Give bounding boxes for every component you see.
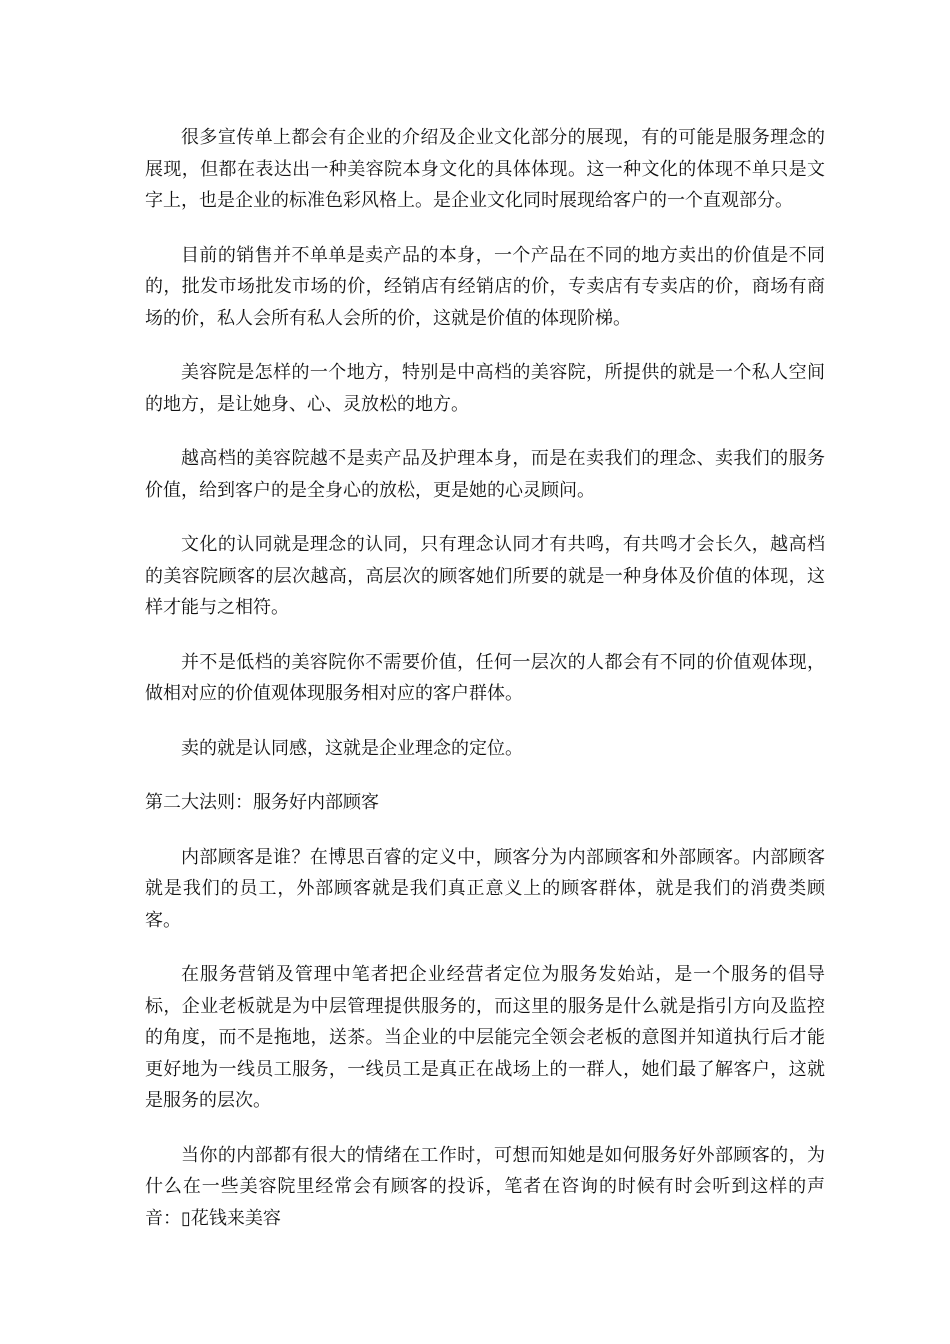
paragraph: 美容院是怎样的一个地方，特别是中高档的美容院，所提供的就是一个私人空间的地方，是让她身、心、灵放松的地方。	[145, 362, 825, 415]
section-heading: 第二大法则：服务好内部顾客	[145, 792, 379, 813]
paragraph: 并不是低档的美容院你不需要价值，任何一层次的人都会有不同的价值观体现，做相对应的价值观体现服务相对应的客户群体。	[145, 651, 825, 704]
document-body	[145, 122, 825, 1257]
paragraph: 内部顾客是谁？在博思百睿的定义中，顾客分为内部顾客和外部顾客。内部顾客就是我们的员工，外部顾客就是我们真正意义上的顾客群体，就是我们的消费类顾客。	[145, 846, 825, 931]
paragraph: 很多宣传单上都会有企业的介绍及企业文化部分的展现，有的可能是服务理念的展现，但都在表达出一种美容院本身文化的具体体现。这一种文化的体现不单只是文字上，也是企业的标准色彩风格上。是企业文化同时展现给客户的一个直观部分。	[145, 127, 825, 211]
paragraph: 越高档的美容院越不是卖产品及护理本身，而是在卖我们的理念、卖我们的服务价值，给到客户的是全身心的放松，更是她的心灵顾问。	[145, 448, 825, 501]
paragraph: 文化的认同就是理念的认同，只有理念认同才有共鸣，有共鸣才会长久，越高档的美容院顾客的层次越高，高层次的顾客她们所要的就是一种身体及价值的体现，这样才能与之相符。	[145, 534, 825, 618]
paragraph: 在服务营销及管理中笔者把企业经营者定位为服务发始站，是一个服务的倡导标，企业老板就是为中层管理提供服务的，而这里的服务是什么就是指引方向及监控的角度，而不是拖地，送茶。当企业的中层能完全领会老板的意图并知道执行后才能更好地为一线员工服务，一线员工是真正在战场上的一群人，她们最了解客户，这就是服务的层次。	[145, 964, 825, 1111]
paragraph: 目前的销售并不单单是卖产品的本身，一个产品在不同的地方卖出的价值是不同的，批发市场批发市场的价，经销店有经销店的价，专卖店有专卖店的价，商场有商场的价，私人会所有私人会所的价，这就是价值的体现阶梯。	[145, 244, 825, 329]
paragraph: 卖的就是认同感，这就是企业理念的定位。	[181, 737, 523, 759]
paragraph: 当你的内部都有很大的情绪在工作时，可想而知她是如何服务好外部顾客的，为什么在一些美容院里经常会有顾客的投诉，笔者在咨询的时候有时会听到这样的声音：▯花钱来美容	[145, 1144, 825, 1229]
